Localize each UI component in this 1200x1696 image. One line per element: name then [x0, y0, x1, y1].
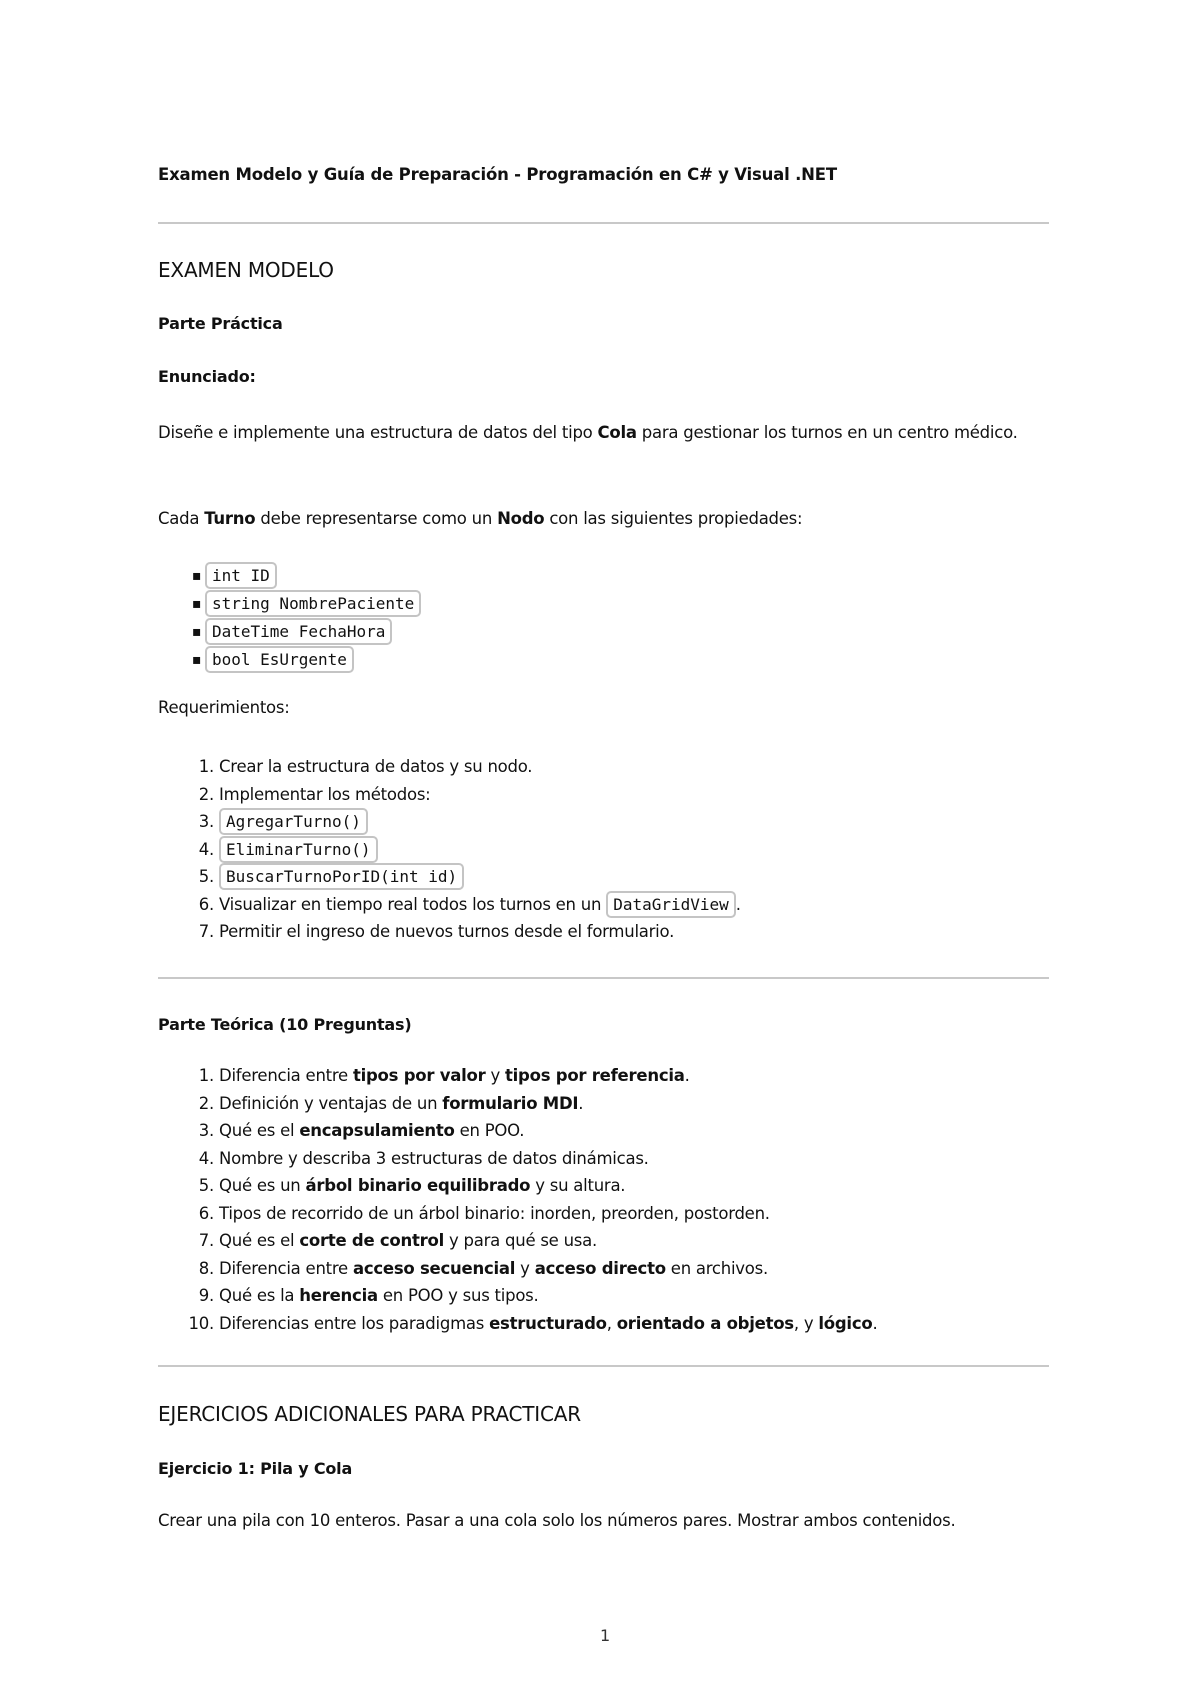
list-item — [158, 781, 1049, 809]
list-item — [192, 618, 421, 646]
bullet-icon: ▪ — [192, 624, 202, 640]
bold-term: Turno — [204, 509, 256, 528]
list-item — [158, 891, 1049, 919]
text-run: Diseñe e implemente una estructura de datos del tipo — [158, 423, 598, 442]
text-run: . — [684, 1066, 690, 1085]
text-run: y para qué se usa. — [444, 1231, 597, 1250]
inline-code: AgregarTurno() — [219, 808, 368, 835]
bold-term: corte de control — [299, 1231, 445, 1250]
requerimientos-list — [158, 753, 1049, 946]
bold-term: Nodo — [497, 509, 545, 528]
list-item — [158, 1090, 1049, 1118]
list-number: 1. — [198, 757, 214, 776]
list-number: 3. — [198, 1121, 214, 1140]
text-run: Qué es el — [219, 1121, 300, 1140]
list-number: 8. — [198, 1258, 214, 1278]
inline-code: string NombrePaciente — [205, 590, 421, 617]
inline-code: int ID — [205, 562, 277, 589]
bold-term: lógico — [818, 1313, 873, 1333]
list-item — [192, 562, 421, 590]
text-run: Cada — [158, 509, 205, 528]
list-item — [158, 836, 1049, 864]
list-number: 7. — [198, 922, 214, 941]
bold-term: acceso secuencial — [352, 1258, 516, 1278]
horizontal-divider — [158, 977, 1049, 979]
list-number: 3. — [198, 812, 214, 831]
list-item — [158, 1117, 1049, 1145]
bullet-icon: ▪ — [192, 568, 202, 584]
text-run: debe representarse como un — [255, 509, 498, 528]
list-text: Implementar los métodos: — [219, 784, 431, 804]
list-number: 1. — [198, 1066, 214, 1085]
list-item — [158, 753, 1049, 781]
list-text: Permitir el ingreso de nuevos turnos desde el formulario. — [219, 922, 675, 941]
list-number: 9. — [198, 1286, 214, 1305]
inline-code: DataGridView — [606, 891, 736, 918]
text-run: Diferencia entre — [219, 1066, 353, 1085]
list-item — [158, 1062, 1049, 1090]
list-number: 7. — [198, 1231, 214, 1250]
inline-code: bool EsUrgente — [205, 646, 354, 673]
list-number: 2. — [198, 784, 214, 804]
bold-term: tipos por referencia — [505, 1066, 685, 1085]
text-run: con las siguientes propiedades: — [544, 509, 803, 528]
text-run: en POO. — [454, 1121, 525, 1140]
text-run: Diferencias entre los paradigmas — [219, 1313, 490, 1333]
document-title: Examen Modelo y Guía de Preparación - Programación en C# y Visual .NET — [158, 165, 837, 184]
properties-list — [192, 562, 421, 674]
turno-description — [158, 505, 1049, 533]
list-item — [158, 918, 1049, 946]
list-number: 5. — [198, 1176, 214, 1195]
section-heading-examen-modelo: EXAMEN MODELO — [158, 258, 334, 282]
list-item — [158, 1172, 1049, 1200]
inline-code: DateTime FechaHora — [205, 618, 392, 645]
list-item — [158, 1145, 1049, 1173]
text-run: Definición y ventajas de un — [219, 1093, 443, 1113]
list-number: 4. — [198, 839, 214, 859]
bold-term: orientado a objetos — [616, 1313, 794, 1333]
bold-term: estructurado — [489, 1313, 607, 1333]
page-number: 1 — [600, 1626, 611, 1645]
list-number: 5. — [198, 867, 214, 886]
text-run: Qué es la — [219, 1286, 300, 1305]
text-run: y — [485, 1066, 506, 1085]
bold-term: tipos por valor — [352, 1066, 486, 1085]
bullet-icon: ▪ — [192, 596, 202, 612]
text-run: Diferencia entre — [219, 1258, 353, 1278]
list-item — [158, 1200, 1049, 1228]
text-run: y — [515, 1258, 535, 1278]
list-number: 10. — [188, 1313, 214, 1333]
text-run: en archivos. — [665, 1258, 768, 1278]
text-run: , y — [793, 1313, 819, 1333]
text-run: Qué es un — [219, 1176, 306, 1195]
text-run: Qué es el — [219, 1231, 300, 1250]
requerimientos-label: Requerimientos: — [158, 698, 290, 717]
label-enunciado: Enunciado: — [158, 367, 256, 386]
text-run: para gestionar los turnos en un centro médico. — [636, 423, 1018, 442]
text-run: . — [578, 1093, 584, 1113]
bold-term: encapsulamiento — [299, 1121, 455, 1140]
bold-term: acceso directo — [534, 1258, 666, 1278]
bold-term: herencia — [299, 1286, 378, 1305]
subheading-parte-practica: Parte Práctica — [158, 314, 283, 333]
list-item — [158, 1227, 1049, 1255]
list-number: 4. — [198, 1148, 214, 1168]
preguntas-list — [158, 1062, 1049, 1337]
list-item — [158, 808, 1049, 836]
ejercicio-1-text: Crear una pila con 10 enteros. Pasar a una cola solo los números pares. Mostrar ambos contenidos. — [158, 1511, 956, 1530]
text-run: . — [872, 1313, 878, 1333]
list-number: 6. — [198, 1203, 214, 1223]
subheading-parte-teorica: Parte Teórica (10 Preguntas) — [158, 1015, 412, 1034]
bold-term: árbol binario equilibrado — [305, 1176, 531, 1195]
bold-term: formulario MDI — [442, 1093, 579, 1113]
horizontal-divider — [158, 1365, 1049, 1367]
list-item — [192, 646, 421, 674]
inline-code: EliminarTurno() — [219, 836, 378, 863]
bullet-icon: ▪ — [192, 652, 202, 668]
list-item — [192, 590, 421, 618]
text-run: en POO y sus tipos. — [377, 1286, 539, 1305]
list-item — [158, 1255, 1049, 1283]
text-run: Nombre y describa 3 estructuras de datos dinámicas. — [219, 1148, 649, 1168]
list-text: Visualizar en tiempo real todos los turnos en un — [219, 894, 607, 914]
list-number: 6. — [198, 894, 214, 914]
list-item — [158, 1310, 1049, 1338]
document-page — [158, 0, 1049, 1696]
list-text: . — [735, 894, 741, 914]
inline-code: BuscarTurnoPorID(int id) — [219, 863, 464, 890]
list-item — [158, 863, 1049, 891]
subheading-ejercicio-1: Ejercicio 1: Pila y Cola — [158, 1459, 353, 1478]
bold-term: Cola — [597, 423, 637, 442]
enunciado-paragraph — [158, 419, 1049, 447]
horizontal-divider — [158, 222, 1049, 224]
section-heading-ejercicios: EJERCICIOS ADICIONALES PARA PRACTICAR — [158, 1402, 581, 1426]
list-number: 2. — [198, 1093, 214, 1113]
text-run: y su altura. — [530, 1176, 626, 1195]
text-run: Tipos de recorrido de un árbol binario: inorden, preorden, postorden. — [219, 1203, 770, 1223]
text-run: , — [606, 1313, 617, 1333]
list-text: Crear la estructura de datos y su nodo. — [219, 757, 533, 776]
list-item — [158, 1282, 1049, 1310]
